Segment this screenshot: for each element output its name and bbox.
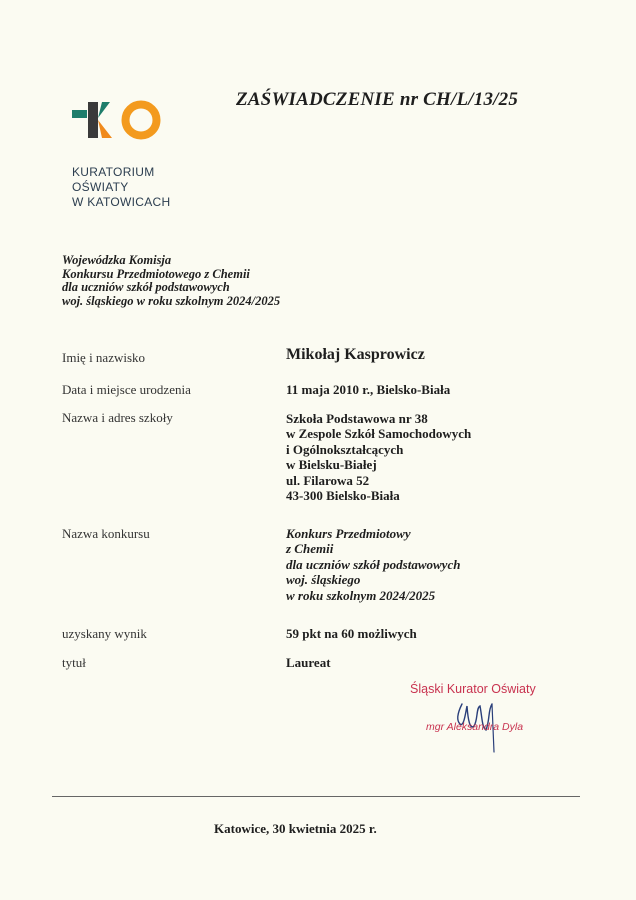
school-line: 43-300 Bielsko-Biała xyxy=(286,488,400,504)
school-value xyxy=(286,411,471,503)
logo-o-ring xyxy=(126,105,157,136)
contest-value xyxy=(286,526,460,603)
logo-k-leg xyxy=(98,120,112,138)
org-line: OŚWIATY xyxy=(72,180,129,194)
stamp-name: mgr Aleksandra Dyla xyxy=(426,721,524,733)
commission-line: Konkursu Przedmiotowego z Chemii xyxy=(62,266,250,281)
commission-line: dla uczniów szkół podstawowych xyxy=(62,280,230,294)
contest-label: Nazwa konkursu xyxy=(62,526,150,541)
contest-line: woj. śląskiego xyxy=(286,572,361,588)
name-value: Mikołaj Kasprowicz xyxy=(286,346,425,363)
logo-k-arm xyxy=(98,102,110,118)
logo-k-stem xyxy=(88,102,98,138)
commission-line: woj. śląskiego w roku szkolnym 2024/2025 xyxy=(62,293,281,308)
contest-line: z Chemii xyxy=(286,541,334,557)
commission-line: Wojewódzka Komisja xyxy=(62,253,172,267)
birth-label: Data i miejsce urodzenia xyxy=(62,382,191,397)
school-line: w Zespole Szkół Samochodowych xyxy=(286,426,472,442)
contest-line: Konkurs Przedmiotowy xyxy=(286,526,411,541)
title-value: Laureat xyxy=(286,655,331,670)
school-label: Nazwa i adres szkoły xyxy=(62,410,173,425)
place-date: Katowice, 30 kwietnia 2025 r. xyxy=(214,821,377,836)
name-label: Imię i nazwisko xyxy=(62,350,146,365)
result-label: uzyskany wynik xyxy=(62,626,147,641)
kuratorium-logo xyxy=(72,96,172,160)
stamp-title: Śląski Kurator Oświaty xyxy=(410,682,536,696)
birth-value: 11 maja 2010 r., Bielsko-Biała xyxy=(286,382,451,397)
organization-name xyxy=(72,165,171,210)
school-line: w Bielsku-Białej xyxy=(286,457,377,473)
contest-line: w roku szkolnym 2024/2025 xyxy=(286,587,436,603)
title-label: tytuł xyxy=(62,655,86,670)
org-line: W KATOWICACH xyxy=(72,195,171,209)
divider xyxy=(52,796,580,797)
commission-block xyxy=(62,254,280,308)
logo-k-teal-block xyxy=(72,110,87,118)
school-line: ul. Filarowa 52 xyxy=(286,472,370,488)
school-line: i Ogólnokształcących xyxy=(286,441,404,457)
school-line: Szkoła Podstawowa nr 38 xyxy=(286,411,428,426)
org-line: KURATORIUM xyxy=(72,165,155,179)
result-value: 59 pkt na 60 możliwych xyxy=(286,626,417,641)
certificate-title: ZAŚWIADCZENIE nr CH/L/13/25 xyxy=(236,89,519,110)
contest-line: dla uczniów szkół podstawowych xyxy=(286,556,461,572)
